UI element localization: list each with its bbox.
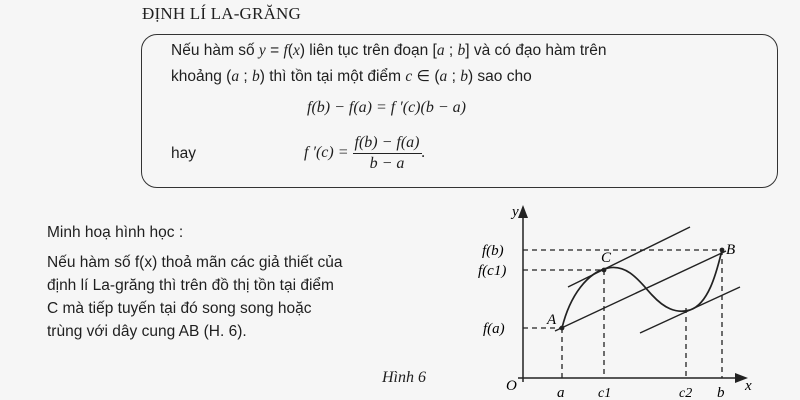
hay-label: hay bbox=[171, 145, 196, 162]
point-a-marker bbox=[560, 326, 565, 331]
illustration-line-2: định lí La-grăng thì trên đồ thị tồn tại điểm bbox=[47, 277, 334, 294]
tangent-at-c1 bbox=[568, 227, 690, 287]
figure-caption: Hình 6 bbox=[382, 369, 426, 386]
label-fb: f(b) bbox=[482, 243, 504, 259]
point-a-label: A bbox=[547, 312, 557, 328]
illustration-line-4: trùng với dây cung AB (H. 6). bbox=[47, 323, 247, 340]
chord-ab bbox=[555, 251, 726, 331]
label-fc1: f(c1) bbox=[478, 263, 507, 279]
tick-label-a: a bbox=[557, 385, 565, 400]
illustration-line-3: C mà tiếp tuyến tại đó song song hoặc bbox=[47, 300, 312, 317]
theorem-heading: ĐỊNH LÍ LA-GRĂNG bbox=[142, 4, 302, 23]
formula-period: . bbox=[421, 144, 426, 162]
point-c-marker bbox=[602, 268, 607, 273]
label-fa: f(a) bbox=[483, 321, 505, 337]
x-axis-label: x bbox=[745, 378, 752, 394]
tick-label-c1: c1 bbox=[598, 386, 612, 400]
point-c-label: C bbox=[601, 250, 612, 266]
tick-label-c2: c2 bbox=[679, 386, 693, 400]
origin-label: O bbox=[506, 378, 517, 394]
y-axis-label: y bbox=[512, 204, 519, 220]
formula-lagrange: f(b) − f(a) = f ′(c)(b − a) bbox=[307, 99, 466, 116]
fraction-numerator: f(b) − f(a) bbox=[353, 134, 422, 154]
y-axis-arrow-icon bbox=[518, 205, 528, 218]
point-b-marker bbox=[720, 248, 725, 253]
illustration-title: Minh hoạ hình học : bbox=[47, 224, 184, 241]
theorem-line-1: Nếu hàm số y = f(x) liên tục trên đoạn [a ; b] và có đạo hàm trên bbox=[171, 42, 607, 59]
formula-derivative-lhs: f ′(c) = bbox=[304, 144, 353, 162]
fraction-denominator: b − a bbox=[369, 155, 405, 172]
theorem-line-2: khoảng (a ; b) thì tồn tại một điểm c ∈ (a ; b) sao cho bbox=[171, 68, 532, 85]
point-b-label: B bbox=[726, 242, 736, 258]
tick-label-b: b bbox=[717, 385, 725, 400]
illustration-line-1: Nếu hàm số f(x) thoả mãn các giả thiết của bbox=[47, 254, 343, 271]
